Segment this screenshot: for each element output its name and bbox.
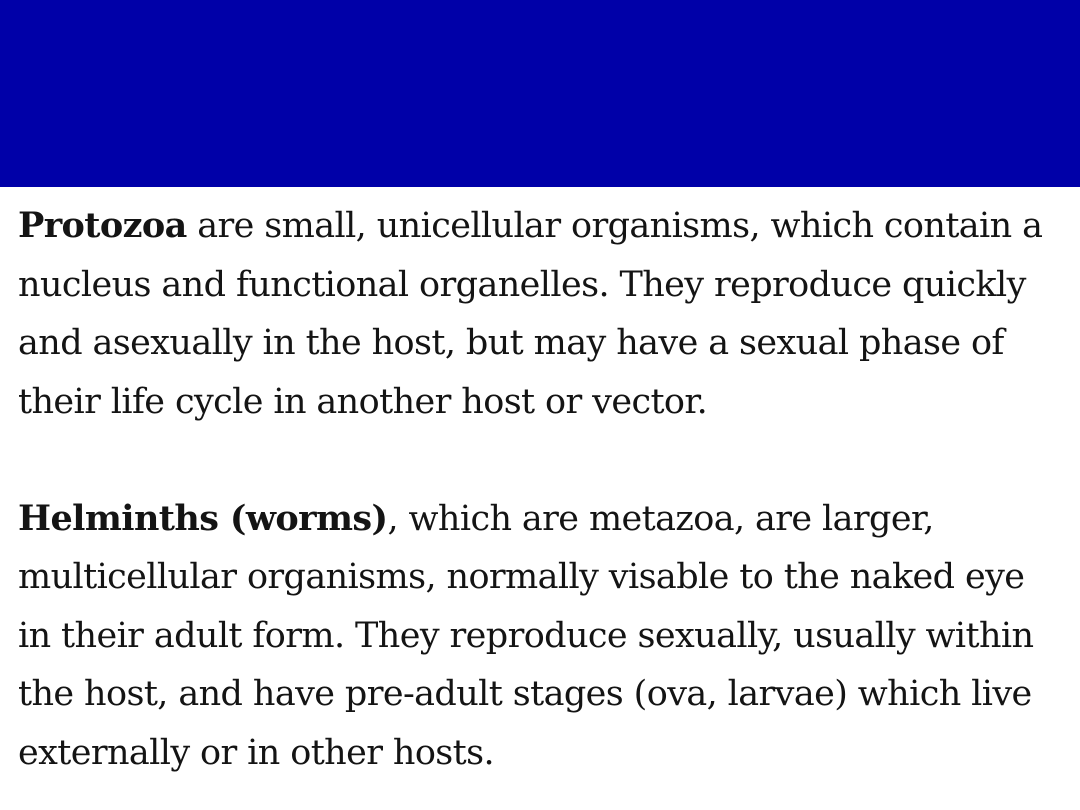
protozoa-line-3: and asexually in the host, but may have a sexual phase of: [18, 323, 1004, 363]
slide-body: [18, 197, 1068, 782]
helminths-line-2: multicellular organisms, normally visable to the naked eye: [18, 557, 1025, 597]
protozoa-line-2: nucleus and functional organelles. They reproduce quickly: [18, 264, 1026, 305]
protozoa-paragraph: [18, 197, 1068, 431]
helminths-paragraph: [18, 490, 1068, 783]
protozoa-line-4: their life cycle in another host or vector.: [18, 381, 708, 422]
protozoa-term: Protozoa: [18, 205, 187, 246]
helminths-line-4: the host, and have pre-adult stages (ova, larvae) which live: [18, 674, 1032, 714]
helminths-line-1: [18, 490, 1068, 549]
title-bar: [0, 0, 1080, 187]
protozoa-line-1: [18, 197, 1068, 256]
helminths-line-1-text: , which are metazoa, are larger,: [387, 498, 934, 539]
protozoa-line-1-text: are small, unicellular organisms, which contain a: [186, 206, 1043, 246]
helminths-term: Helminths (worms): [18, 497, 388, 539]
paragraph-gap: [18, 431, 1068, 490]
helminths-line-5: externally or in other hosts.: [18, 732, 495, 773]
helminths-line-3: in their adult form. They reproduce sexually, usually within: [18, 615, 1034, 656]
